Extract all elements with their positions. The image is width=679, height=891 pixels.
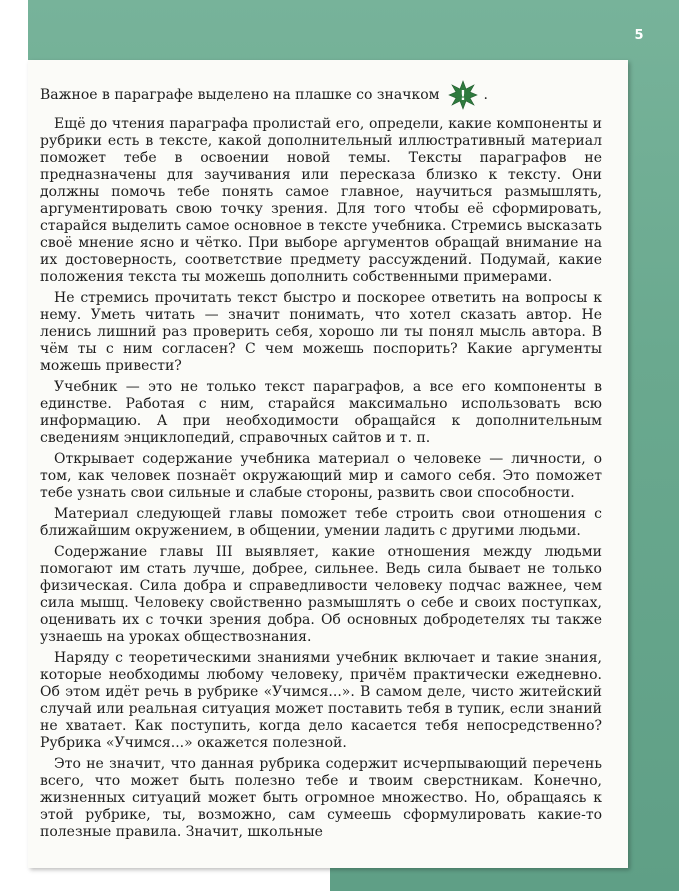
paragraph: Учебник — это не только текст параграфов, а все его компоненты в единстве. Работая с ним, старайся максимально использовать всю информацию. А при необходимости обращайся к дополнительным сведениям энциклопедий, справочных сайтов и т. п. [40,379,602,446]
paragraph: Не стремись прочитать текст быстро и поскорее ответить на вопросы к нему. Уметь читать — значит понимать, что хотел сказать автор. Не ленись лишний раз проверить себя, хорошо ли ты понял мысль автора. В чём ты с ним согласен? С чем можешь поспорить? Какие аргументы можешь привести? [40,290,602,374]
paragraph: Открывает содержание учебника материал о человеке — личности, о том, как человек познаёт окружающий мир и самого себя. Это поможет тебе узнать свои сильные и слабые стороны, развить свои способности. [40,451,602,501]
left-margin [0,0,28,891]
intro-trailing: . [483,87,488,103]
intro-text: Важное в параграфе выделено на плашке со значком [40,87,440,103]
paragraph: Ещё до чтения параграфа пролистай его, определи, какие компоненты и рубрики есть в тексте, какой дополнительный иллюстративный материал поможет тебе в освоении новой темы. Тексты параграфов не предназначены для заучивания или пересказа близко к тексту. Они должны помочь тебе понять самое главное, научиться размышлять, аргументировать свою точку зрения. Для того чтобы её сформировать, старайся выделить самое основное в тексте учебника. Стремись высказать своё мнение ясно и чётко. При выборе аргументов обращай внимание на их достоверность, соответствие предмету рассуждений. Подумай, какие положения текста ты можешь дополнить собственными примерами. [40,116,602,285]
paragraph: Содержание главы III выявляет, какие отношения между людьми помогают им стать лучше, добрее, сильнее. Ведь сила бывает не только физическая. Сила добра и справедливости человеку подчас важнее, чем сила мышц. Человеку свойственно размышлять о себе и своих поступках, оценивать их с точки зрения добра. Об основных добродетелях ты также узнаешь на уроках обществознания. [40,544,602,645]
text-sheet [28,60,628,868]
page-number: 5 [634,28,644,43]
paragraph: Наряду с теоретическими знаниями учебник включает и такие знания, которые необходимы любому человеку, причём практически ежедневно. Об этом идёт речь в рубрике «Учимся...». В самом деле, чисто житейский случай или реальная ситуация может поставить тебя в тупик, если знаний не хватает. Как поступить, когда дело касается тебя непосредственно? Рубрика «Учимся...» окажется полезной. [40,650,602,751]
svg-text:!: ! [459,89,466,104]
exclamation-star-icon [448,80,478,110]
paragraph: Материал следующей главы поможет тебе строить свои отношения с ближайшим окружением, в общении, умении ладить с другими людьми. [40,506,602,539]
paragraph: Это не значит, что данная рубрика содержит исчерпывающий перечень всего, что может быть полезно тебе и твоим сверстникам. Конечно, жизненных ситуаций может быть огромное множество. Но, обращаясь к этой рубрике, ты, возможно, сам сумеешь сформулировать какие-то полезные правила. Значит, школьные [40,756,602,840]
intro-line [40,80,602,110]
bottom-margin [0,868,330,891]
